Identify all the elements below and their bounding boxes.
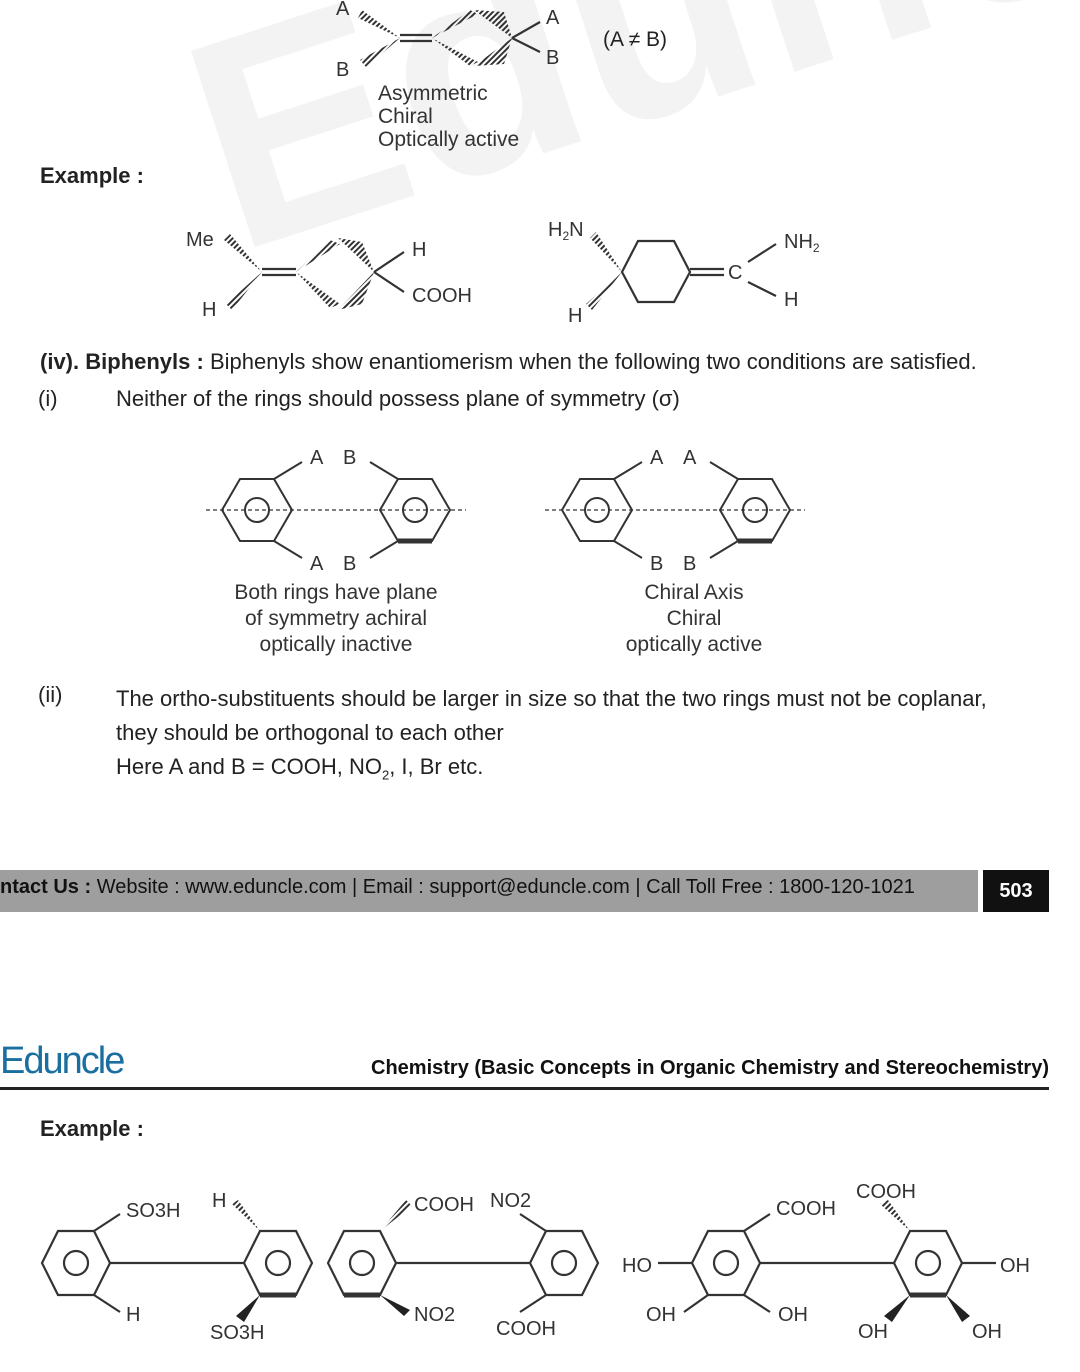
fig2-top-a2: A bbox=[683, 447, 697, 469]
caption-line: optically active bbox=[625, 633, 763, 656]
fig2-bottom-b1: B bbox=[650, 553, 664, 575]
label-h-right: H bbox=[412, 239, 427, 261]
condition-2-line: The ortho-substituents should be larger in size so that the two rings must not be coplanar, bbox=[116, 686, 987, 711]
m2-cooh-bottom: COOH bbox=[496, 1318, 556, 1340]
label-b1: B bbox=[336, 59, 350, 81]
example1-left-structure bbox=[224, 234, 404, 310]
m2-no2-bottom: NO2 bbox=[414, 1304, 456, 1326]
label-cooh: COOH bbox=[412, 285, 472, 307]
caption-line: optically inactive bbox=[259, 633, 413, 656]
hashed-wedge bbox=[360, 38, 400, 67]
h2n-main: H bbox=[548, 219, 563, 241]
condition-1-text: Neither of the rings should possess plane of symmetry (σ) bbox=[116, 386, 680, 411]
m3-oh-mid: OH bbox=[778, 1304, 808, 1326]
label-nh2 bbox=[784, 231, 820, 255]
hashed-wedge bbox=[358, 10, 400, 38]
substituents-sub: 2 bbox=[381, 767, 390, 783]
caption-line: Chiral bbox=[666, 607, 722, 630]
caption-line: Chiral Axis bbox=[644, 581, 744, 604]
m3-oh-b1: OH bbox=[858, 1321, 888, 1343]
biphenyl-fig1 bbox=[206, 462, 466, 558]
biphenyl-fig2 bbox=[545, 462, 805, 558]
heading-text: Biphenyls show enantiomerism when the following two conditions are satisfied. bbox=[209, 349, 977, 374]
condition-2-number: (ii) bbox=[38, 682, 63, 707]
m3-cooh-top1: COOH bbox=[776, 1198, 836, 1220]
label-h-right2: H bbox=[784, 289, 799, 311]
example-label: Example : bbox=[40, 163, 144, 188]
example1-right-structure bbox=[586, 232, 776, 310]
caption-line: Asymmetric bbox=[378, 82, 488, 105]
m3-cooh-top2: COOH bbox=[856, 1181, 916, 1203]
substituents-suffix: , I, Br etc. bbox=[389, 754, 484, 779]
fig1-bottom-b: B bbox=[343, 553, 357, 575]
m1-so3h-bottom: SO3H bbox=[210, 1322, 265, 1344]
bottom-molecule-2 bbox=[328, 1200, 598, 1316]
caption-line: Both rings have plane bbox=[234, 581, 438, 604]
allene-structure bbox=[358, 10, 540, 67]
m3-oh-left: OH bbox=[646, 1304, 676, 1326]
fig2-top-a1: A bbox=[650, 447, 664, 469]
fig1-top-a: A bbox=[310, 447, 324, 469]
brand-logo: Eduncle bbox=[0, 1040, 124, 1082]
h2n-end: N bbox=[569, 219, 584, 241]
label-c: C bbox=[728, 262, 743, 284]
label-a2: A bbox=[546, 7, 560, 29]
caption-line: of symmetry achiral bbox=[244, 607, 428, 630]
label-h2n bbox=[548, 219, 584, 243]
m2-no2-top: NO2 bbox=[490, 1190, 532, 1212]
substituents-prefix: Here A and B = COOH, NO bbox=[116, 754, 382, 779]
m3-oh-right: OH bbox=[1000, 1255, 1030, 1277]
heading-bold: Biphenyls : bbox=[85, 349, 204, 374]
contact-text[interactable]: Website : www.eduncle.com | Email : support@eduncle.com | Call Toll Free : 1800-120-1021 bbox=[96, 876, 915, 898]
m3-ho: HO bbox=[622, 1255, 652, 1277]
m2-cooh-top: COOH bbox=[414, 1194, 474, 1216]
nh2-sub: 2 bbox=[812, 241, 820, 255]
caption-line: Chiral bbox=[378, 105, 433, 128]
label-b2: B bbox=[546, 47, 560, 69]
fig1-top-b: B bbox=[343, 447, 357, 469]
m3-oh-b2: OH bbox=[972, 1321, 1002, 1343]
header-title: Chemistry (Basic Concepts in Organic Chemistry and Stereochemistry) bbox=[371, 1057, 1049, 1079]
fig1-bottom-a: A bbox=[310, 553, 324, 575]
condition-text: (A ≠ B) bbox=[603, 28, 668, 51]
caption-line: Optically active bbox=[378, 128, 520, 151]
page-number: 503 bbox=[983, 870, 1049, 912]
condition-1-number: (i) bbox=[38, 386, 58, 411]
label-a1: A bbox=[336, 0, 350, 20]
contact-label: ntact Us : bbox=[0, 876, 92, 898]
heading-number: (iv). bbox=[40, 349, 80, 374]
fig2-bottom-b2: B bbox=[683, 553, 697, 575]
example-label-2: Example : bbox=[40, 1116, 144, 1141]
label-h-left: H bbox=[202, 299, 217, 321]
label-h-bottom: H bbox=[568, 305, 583, 327]
label-me: Me bbox=[186, 229, 214, 251]
m1-h-top: H bbox=[212, 1190, 227, 1212]
m1-so3h-top: SO3H bbox=[126, 1200, 181, 1222]
condition-2-line: they should be orthogonal to each other bbox=[116, 720, 504, 745]
h2n-sub: 2 bbox=[562, 229, 570, 243]
m1-h-bottom: H bbox=[126, 1304, 141, 1326]
nh2-main: NH bbox=[784, 231, 813, 253]
